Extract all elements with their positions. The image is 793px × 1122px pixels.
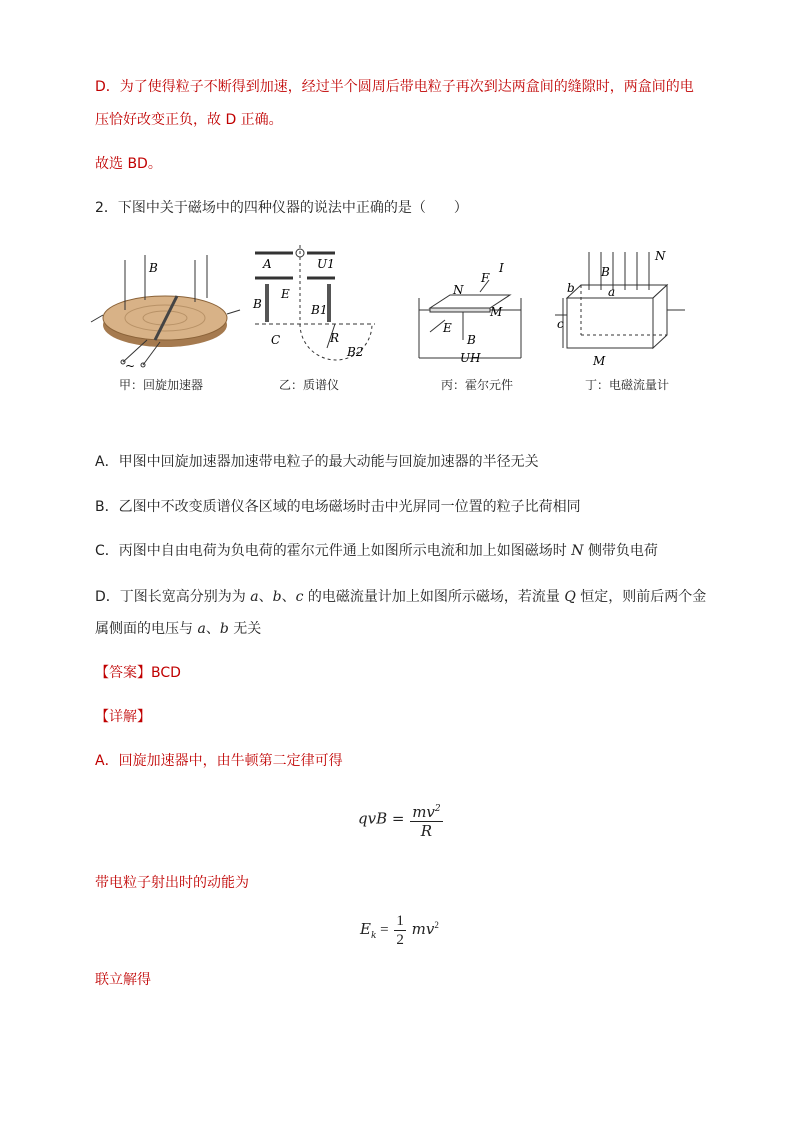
hall-label-B: B [467,333,476,347]
ms-label-B: B [253,297,262,311]
option-c [95,541,658,561]
formula-newton [358,800,445,840]
option-d-text-1: D．丁图长宽高分别为为 [95,589,246,605]
caption-flowmeter: 丁：电磁流量计 [585,378,670,392]
ms-label-A: A [263,257,272,271]
flowmeter-label-b: b [567,281,575,295]
option-d-sep-3: 、 [205,621,220,637]
option-b: B．乙图中不改变质谱仪各区域的电场磁场时击中光屏同一位置的粒子比荷相同 [95,499,581,515]
option-c-var-n: N [571,543,584,559]
flowmeter-label-B: B [601,265,610,279]
option-d-line2 [95,619,261,639]
formula-kinetic-energy [360,912,439,949]
option-d-var-a: a [250,589,259,605]
option-d-line1 [95,587,706,607]
formula-newton-fraction [410,800,442,840]
detail-label: 【详解】 [95,709,151,725]
hall-label-N: N [453,283,464,297]
ms-label-C: C [271,333,281,347]
option-c-text-1: C．丙图中自由电荷为负电荷的霍尔元件通上如图所示电流和加上如图磁场时 [95,543,567,559]
ms-label-E: E [281,287,290,301]
detail-a-intro: A．回旋加速器中，由牛顿第二定律可得 [95,753,343,769]
option-c-text-2: 侧带负电荷 [587,543,658,559]
formula-ke-den: 2 [396,932,404,948]
caption-cyclotron: 甲：回旋加速器 [119,378,204,392]
prev-option-d-line1: D．为了使得粒子不断得到加速，经过半个圆周后带电粒子再次到达两盒间的缝隙时，两盒间的电 [95,79,694,95]
formula-newton-num: mv [412,803,435,821]
ms-label-R: R [330,331,340,345]
hall-label-M: M [490,305,503,319]
option-d-var-b: b [272,589,282,605]
formula-ke-rhs-sup: 2 [434,919,439,930]
answer-label: 【答案】BCD [95,665,181,681]
formula-ke-lhs-sub: k [370,930,377,941]
instruments-figure [85,240,705,400]
option-d-text-4: 属侧面的电压与 [95,621,193,637]
flowmeter-label-M: M [593,354,606,368]
option-d-var-q: Q [564,589,576,605]
flowmeter-label-a: a [608,285,616,299]
hall-label-E: E [443,321,452,335]
flowmeter-label-c: c [557,317,564,331]
option-d-text-2: 的电磁流量计加上如图所示磁场，若流量 [307,589,560,605]
option-d-sep-2: 、 [281,589,296,605]
option-d-var-a2: a [197,621,206,637]
hall-label-UH: UH [460,351,481,365]
ms-label-U1: U1 [317,257,335,271]
formula-ke-lhs: E [360,919,371,938]
flowmeter-label-N: N [655,249,666,263]
option-d-sep-1: 、 [258,589,273,605]
option-d-var-b2: b [219,621,229,637]
option-d-var-c: c [295,589,304,605]
caption-hall-element: 丙：霍尔元件 [441,378,514,392]
question-2-stem: 2．下图中关于磁场中的四种仪器的说法中正确的是（ ） [95,200,468,216]
hall-label-F: F [481,271,490,285]
formula-newton-den: R [420,822,433,840]
prev-option-d-line2: 压恰好改变正负，故 D 正确。 [95,112,283,128]
cyclotron-drawing [91,255,240,367]
flowmeter-drawing [555,252,685,348]
prev-answer: 故选 BD。 [95,156,162,172]
option-a: A．甲图中回旋加速器加速带电粒子的最大动能与回旋加速器的半径无关 [95,454,539,470]
ms-label-B1: B1 [311,303,328,317]
formula-ke-eq: = [380,921,389,938]
formula-newton-num-sup: 2 [434,804,441,814]
hall-label-I: I [499,261,504,275]
detail-combine: 联立解得 [95,972,151,988]
option-d-text-3: 恒定，则前后两个金 [580,589,707,605]
cyclotron-label-B: B [149,261,158,275]
detail-ke-text: 带电粒子射出时的动能为 [95,875,249,891]
formula-ke-rhs: mv [411,919,435,938]
formula-ke-num: 1 [396,913,404,929]
instruments-diagram [85,240,705,375]
formula-newton-lhs: qvB = [358,809,405,828]
formula-ke-fraction [394,912,406,949]
cyclotron-label-ac: ~ [125,359,136,373]
ms-label-B2: B2 [347,345,364,359]
caption-mass-spectrometer: 乙：质谱仪 [279,378,340,392]
option-d-text-5: 无关 [233,621,262,637]
